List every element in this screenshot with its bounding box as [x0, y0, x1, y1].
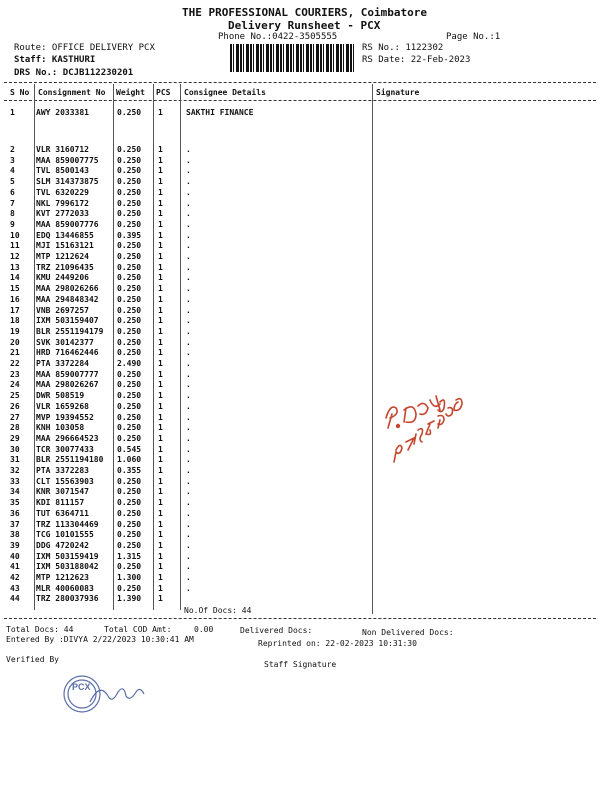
- cell-wt: 0.250: [117, 401, 142, 411]
- cell-details: .: [186, 540, 191, 550]
- table-row: [0, 327, 600, 337]
- col-pcs: PCS: [156, 88, 171, 97]
- cell-cons: KNR 3071547: [36, 487, 89, 497]
- cell-wt: 0.250: [117, 433, 142, 443]
- cell-sno: 36: [10, 508, 20, 518]
- cell-cons: VLR 3160712: [36, 145, 89, 154]
- cell-wt: 0.250: [117, 187, 142, 197]
- cell-cons: TRZ 21096435: [36, 262, 94, 272]
- cell-details: .: [186, 273, 191, 283]
- cell-details: .: [186, 487, 191, 497]
- cell-sno: 39: [10, 540, 20, 550]
- cell-cons: EDQ 13446855: [36, 230, 94, 240]
- cell-wt: 1.300: [117, 573, 142, 582]
- cell-details: .: [186, 433, 191, 443]
- cell-pcs: 1: [158, 380, 163, 390]
- cell-cons: MTP 1212623: [36, 573, 89, 582]
- total-cod-label: Total COD Amt:: [104, 625, 172, 634]
- cell-details: .: [186, 230, 191, 240]
- cell-wt: 0.250: [117, 241, 142, 251]
- table-row: [0, 231, 600, 241]
- company-name: THE PROFESSIONAL COURIERS, Coimbatore: [182, 6, 428, 19]
- cell-wt: 0.250: [117, 519, 142, 529]
- cell-sno: 13: [10, 262, 20, 272]
- cell-pcs: 1: [158, 230, 163, 240]
- cell-pcs: 1: [158, 433, 163, 443]
- cell-sno: 5: [10, 177, 15, 187]
- cell-sno: 42: [10, 573, 20, 582]
- cell-wt: 1.315: [117, 551, 142, 561]
- cell-pcs: 1: [158, 530, 163, 540]
- cell-details: .: [186, 294, 191, 304]
- table-row: [0, 359, 600, 369]
- table-row: [0, 199, 600, 209]
- cell-sno: 30: [10, 444, 20, 454]
- cell-pcs: 1: [158, 476, 163, 486]
- cell-wt: 0.250: [117, 391, 142, 401]
- cell-details: .: [186, 562, 191, 572]
- cell-pcs: 1: [158, 466, 163, 475]
- cell-details: .: [186, 337, 191, 347]
- table-row: [0, 391, 600, 401]
- cell-pcs: 1: [158, 551, 163, 561]
- cell-sno: 11: [10, 241, 20, 251]
- cell-pcs: 1: [158, 498, 163, 508]
- barcode-image: [230, 44, 354, 72]
- cell-details: .: [186, 476, 191, 486]
- cell-pcs: 1: [158, 519, 163, 529]
- cell-wt: 0.395: [117, 230, 142, 240]
- cell-details: SAKTHI FINANCE: [186, 108, 254, 117]
- cell-sno: 43: [10, 583, 20, 593]
- cell-sno: 7: [10, 198, 15, 208]
- cell-pcs: 1: [158, 305, 163, 315]
- cell-cons: TUT 6364711: [36, 508, 89, 518]
- table-row: [0, 316, 600, 326]
- cell-details: .: [186, 262, 191, 272]
- rs-date: RS Date: 22-Feb-2023: [362, 55, 471, 65]
- cell-pcs: 1: [158, 348, 163, 358]
- cell-pcs: 1: [158, 316, 163, 326]
- cell-sno: 6: [10, 187, 15, 197]
- cell-pcs: 1: [158, 412, 163, 422]
- cell-details: .: [186, 209, 191, 219]
- cell-cons: MAA 859007775: [36, 155, 99, 165]
- cell-wt: 0.250: [117, 198, 142, 208]
- table-row: [0, 348, 600, 358]
- cell-details: .: [186, 166, 191, 176]
- cell-wt: 0.250: [117, 337, 142, 347]
- cell-wt: 0.250: [117, 262, 142, 272]
- cell-details: .: [186, 573, 191, 582]
- cell-cons: TCG 10101555: [36, 530, 94, 540]
- table-row: [0, 466, 600, 476]
- cell-cons: CLT 15563903: [36, 476, 94, 486]
- cell-wt: 0.545: [117, 444, 142, 454]
- cell-sno: 44: [10, 594, 20, 604]
- cell-pcs: 1: [158, 262, 163, 272]
- cell-pcs: 1: [158, 455, 163, 465]
- cell-details: .: [186, 380, 191, 390]
- cell-sno: 37: [10, 519, 20, 529]
- table-row: [0, 445, 600, 455]
- cell-cons: KVT 2772033: [36, 209, 89, 219]
- cell-pcs: 1: [158, 155, 163, 165]
- cell-cons: SLM 314373875: [36, 177, 99, 187]
- cell-pcs: 1: [158, 594, 163, 604]
- col-signature: Signature: [376, 88, 420, 97]
- cell-sno: 34: [10, 487, 20, 497]
- cell-wt: 0.250: [117, 369, 142, 379]
- table-row: [0, 594, 600, 604]
- cell-sno: 8: [10, 209, 15, 219]
- cell-wt: 0.250: [117, 348, 142, 358]
- cell-details: .: [186, 359, 191, 368]
- cell-cons: NKL 7996172: [36, 198, 89, 208]
- cell-pcs: 1: [158, 241, 163, 251]
- cell-wt: 0.250: [117, 508, 142, 518]
- cell-pcs: 1: [158, 294, 163, 304]
- table-row: [0, 530, 600, 540]
- cell-pcs: 1: [158, 219, 163, 229]
- cell-cons: TVL 8500143: [36, 166, 89, 176]
- table-row: [0, 252, 600, 262]
- cell-wt: 0.250: [117, 273, 142, 283]
- cell-details: .: [186, 498, 191, 508]
- cell-details: .: [186, 530, 191, 540]
- cell-pcs: 1: [158, 583, 163, 593]
- cell-pcs: 1: [158, 487, 163, 497]
- cell-cons: VNB 2697257: [36, 305, 89, 315]
- total-docs: Total Docs: 44: [6, 625, 74, 634]
- cell-sno: 28: [10, 423, 20, 433]
- cell-sno: 29: [10, 433, 20, 443]
- cell-pcs: 1: [158, 187, 163, 197]
- cell-sno: 31: [10, 455, 20, 465]
- entered-by: Entered By :DIVYA 2/22/2023 10:30:41 AM: [6, 635, 194, 644]
- cell-sno: 41: [10, 562, 20, 572]
- cell-wt: 0.250: [117, 326, 142, 336]
- header-divider-top: [4, 82, 596, 83]
- cell-details: .: [186, 326, 191, 336]
- table-row: [0, 241, 600, 251]
- cell-pcs: 1: [158, 284, 163, 294]
- cell-sno: 24: [10, 380, 20, 390]
- cell-pcs: 1: [158, 540, 163, 550]
- cell-cons: DWR 508519: [36, 391, 85, 401]
- phone-number: Phone No.:0422-3505555: [218, 32, 338, 42]
- cell-cons: KNH 103058: [36, 423, 85, 433]
- reprinted-on: Reprinted on: 22-02-2023 10:31:30: [258, 639, 417, 648]
- cell-pcs: 1: [158, 177, 163, 187]
- table-row: [0, 284, 600, 294]
- table-row: [0, 263, 600, 273]
- cell-wt: 0.250: [117, 155, 142, 165]
- cell-details: .: [186, 412, 191, 422]
- cell-details: .: [186, 198, 191, 208]
- table-row: [0, 220, 600, 230]
- table-row: [0, 338, 600, 348]
- cell-details: .: [186, 508, 191, 518]
- cell-cons: TRZ 113304469: [36, 519, 99, 529]
- cell-sno: 26: [10, 401, 20, 411]
- cell-cons: AWY 2033381: [36, 108, 89, 117]
- table-row: [0, 541, 600, 551]
- cell-cons: BLR 2551194179: [36, 326, 104, 336]
- cell-cons: IXM 503159407: [36, 316, 99, 326]
- cell-sno: 25: [10, 391, 20, 401]
- col-sno: S No: [10, 88, 30, 97]
- table-row: [0, 423, 600, 433]
- cell-sno: 18: [10, 316, 20, 326]
- cell-sno: 10: [10, 230, 20, 240]
- cell-sno: 22: [10, 359, 20, 368]
- cell-wt: 0.250: [117, 108, 142, 117]
- cell-cons: DDG 4720242: [36, 540, 89, 550]
- table-row: [0, 177, 600, 187]
- cell-sno: 23: [10, 369, 20, 379]
- table-row: [0, 562, 600, 572]
- cell-details: .: [186, 155, 191, 165]
- document-title: Delivery Runsheet - PCX: [228, 19, 381, 32]
- cell-pcs: 1: [158, 337, 163, 347]
- table-row: [0, 520, 600, 530]
- cell-sno: 19: [10, 326, 20, 336]
- cell-cons: PTA 3372284: [36, 359, 89, 368]
- cell-wt: 2.490: [117, 359, 142, 368]
- stamp-text: PCX: [72, 682, 91, 692]
- verified-by: Verified By: [6, 655, 59, 664]
- cell-pcs: 1: [158, 145, 163, 154]
- route-label: Route: OFFICE DELIVERY PCX: [14, 43, 155, 53]
- table-row: [0, 370, 600, 380]
- cell-cons: IXM 503159419: [36, 551, 99, 561]
- cell-sno: 16: [10, 294, 20, 304]
- cell-pcs: 1: [158, 423, 163, 433]
- cell-sno: 15: [10, 284, 20, 294]
- cell-sno: 38: [10, 530, 20, 540]
- table-row: [0, 573, 600, 583]
- cell-cons: SVK 30142377: [36, 337, 94, 347]
- cell-wt: 0.250: [117, 498, 142, 508]
- col-weight: Weight: [116, 88, 145, 97]
- cell-sno: 2: [10, 145, 15, 154]
- cell-pcs: 1: [158, 444, 163, 454]
- cell-details: .: [186, 316, 191, 326]
- cell-details: .: [186, 551, 191, 561]
- cell-wt: 0.250: [117, 423, 142, 433]
- cell-wt: 0.250: [117, 476, 142, 486]
- col-consignee: Consignee Details: [184, 88, 266, 97]
- cell-pcs: 1: [158, 273, 163, 283]
- cell-sno: 12: [10, 252, 20, 261]
- cell-wt: 0.250: [117, 562, 142, 572]
- cell-sno: 33: [10, 476, 20, 486]
- page-number: Page No.:1: [446, 32, 501, 42]
- table-row: [0, 477, 600, 487]
- cell-details: .: [186, 348, 191, 358]
- table-row: [0, 498, 600, 508]
- cell-wt: 0.250: [117, 540, 142, 550]
- cell-cons: PTA 3372283: [36, 466, 89, 475]
- cell-pcs: 1: [158, 209, 163, 219]
- cell-details: .: [186, 219, 191, 229]
- cell-wt: 0.250: [117, 530, 142, 540]
- table-row: [0, 209, 600, 219]
- table-row: [0, 166, 600, 176]
- table-row: [0, 273, 600, 283]
- cell-sno: 17: [10, 305, 20, 315]
- cell-details: .: [186, 305, 191, 315]
- cell-cons: MAA 294848342: [36, 294, 99, 304]
- cell-details: .: [186, 252, 191, 261]
- cell-sno: 4: [10, 166, 15, 176]
- cell-wt: 0.250: [117, 284, 142, 294]
- cell-wt: 0.250: [117, 583, 142, 593]
- cell-cons: MAA 859007777: [36, 369, 99, 379]
- cell-cons: HRD 716462446: [36, 348, 99, 358]
- cell-details: .: [186, 423, 191, 433]
- cell-cons: MJI 15163121: [36, 241, 94, 251]
- cell-details: .: [186, 583, 191, 593]
- cell-wt: 0.250: [117, 316, 142, 326]
- table-row: [0, 509, 600, 519]
- cell-cons: KMU 2449206: [36, 273, 89, 283]
- cell-cons: MVP 19394552: [36, 412, 94, 422]
- cell-pcs: 1: [158, 369, 163, 379]
- cell-wt: 0.250: [117, 166, 142, 176]
- cell-cons: MAA 298026266: [36, 284, 99, 294]
- cell-details: .: [186, 466, 191, 475]
- staff-signature-label: Staff Signature: [264, 660, 337, 669]
- header-divider-bottom: [4, 100, 596, 101]
- cell-cons: VLR 1659268: [36, 401, 89, 411]
- cell-pcs: 1: [158, 252, 163, 261]
- cell-wt: 0.250: [117, 145, 142, 154]
- cell-cons: MAA 296664523: [36, 433, 99, 443]
- cell-pcs: 1: [158, 326, 163, 336]
- cell-sno: 35: [10, 498, 20, 508]
- cell-details: .: [186, 444, 191, 454]
- cell-details: .: [186, 187, 191, 197]
- cell-sno: 21: [10, 348, 20, 358]
- cell-pcs: 1: [158, 573, 163, 582]
- table-row: [0, 455, 600, 465]
- cell-wt: 0.250: [117, 209, 142, 219]
- cell-cons: MTP 1212624: [36, 252, 89, 261]
- cell-cons: TCR 30077433: [36, 444, 94, 454]
- cell-details: .: [186, 519, 191, 529]
- cell-sno: 27: [10, 412, 20, 422]
- table-row: [0, 108, 600, 118]
- table-row: [0, 487, 600, 497]
- table-row: [0, 434, 600, 444]
- cell-cons: MAA 298026267: [36, 380, 99, 390]
- cell-cons: MLR 40060083: [36, 583, 94, 593]
- cell-pcs: 1: [158, 166, 163, 176]
- cell-sno: 32: [10, 466, 20, 475]
- cell-cons: IXM 503188042: [36, 562, 99, 572]
- staff-label: Staff: KASTHURI: [14, 55, 96, 65]
- delivered-docs: Delivered Docs:: [240, 626, 313, 635]
- cell-cons: TVL 6320229: [36, 187, 89, 197]
- cell-pcs: 1: [158, 108, 163, 117]
- cell-details: .: [186, 241, 191, 251]
- cell-pcs: 1: [158, 508, 163, 518]
- cell-sno: 14: [10, 273, 20, 283]
- cell-wt: 1.390: [117, 594, 142, 604]
- cell-wt: 0.355: [117, 466, 142, 475]
- cell-sno: 9: [10, 219, 15, 229]
- cell-wt: 1.060: [117, 455, 142, 465]
- handwritten-signature: [378, 330, 488, 470]
- cell-wt: 0.250: [117, 380, 142, 390]
- cell-cons: KDI 811157: [36, 498, 85, 508]
- cell-details: .: [186, 391, 191, 401]
- cell-cons: BLR 2551194180: [36, 455, 104, 465]
- table-row: [0, 380, 600, 390]
- table-row: [0, 188, 600, 198]
- cell-pcs: 1: [158, 391, 163, 401]
- footer-divider: [4, 618, 596, 619]
- table-row: [0, 145, 600, 155]
- cell-details: .: [186, 177, 191, 187]
- cell-details: .: [186, 145, 191, 154]
- cell-wt: 0.250: [117, 177, 142, 187]
- docs-count: No.Of Docs: 44: [184, 606, 252, 615]
- cell-wt: 0.250: [117, 412, 142, 422]
- cell-wt: 0.250: [117, 252, 142, 261]
- cell-wt: 0.250: [117, 294, 142, 304]
- cell-pcs: 1: [158, 401, 163, 411]
- table-row: [0, 402, 600, 412]
- table-row: [0, 584, 600, 594]
- total-cod-value: 0.00: [194, 625, 214, 634]
- drs-number: DRS No.: DCJB112230201: [14, 68, 134, 78]
- cell-cons: TRZ 280037936: [36, 594, 99, 604]
- table-row: [0, 552, 600, 562]
- cell-sno: 3: [10, 155, 15, 165]
- cell-details: .: [186, 284, 191, 294]
- table-row: [0, 306, 600, 316]
- stamp-signature: [62, 672, 162, 716]
- non-delivered-docs: Non Delivered Docs:: [362, 628, 454, 637]
- cell-pcs: 1: [158, 198, 163, 208]
- cell-sno: 40: [10, 551, 20, 561]
- cell-wt: 0.250: [117, 219, 142, 229]
- table-row: [0, 413, 600, 423]
- cell-cons: MAA 859007776: [36, 219, 99, 229]
- table-row: [0, 156, 600, 166]
- cell-details: .: [186, 401, 191, 411]
- cell-wt: 0.250: [117, 305, 142, 315]
- cell-pcs: 1: [158, 359, 163, 368]
- cell-pcs: 1: [158, 562, 163, 572]
- cell-wt: 0.250: [117, 487, 142, 497]
- cell-details: .: [186, 455, 191, 465]
- cell-sno: 1: [10, 108, 15, 117]
- cell-sno: 20: [10, 337, 20, 347]
- table-row: [0, 295, 600, 305]
- cell-details: .: [186, 369, 191, 379]
- rs-number: RS No.: 1122302: [362, 43, 444, 53]
- col-consignment: Consignment No: [38, 88, 106, 97]
